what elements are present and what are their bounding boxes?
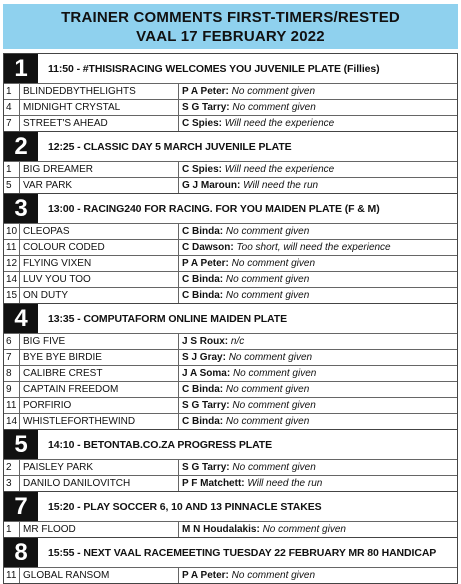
comment-text: No comment given — [225, 416, 310, 427]
entry-row — [4, 413, 457, 429]
trainer-name: M N Houdalakis: — [182, 524, 260, 535]
trainer-comment — [179, 476, 457, 491]
comment-text: No comment given — [232, 102, 316, 113]
trainer-name: C Spies: — [182, 164, 223, 175]
entry-row — [4, 333, 457, 349]
horse-name: PORFIRIO — [20, 398, 179, 413]
trainer-comment — [179, 366, 457, 381]
trainer-name: S G Tarry: — [182, 462, 230, 473]
trainer-name: S G Tarry: — [182, 102, 230, 113]
race-header — [4, 303, 457, 333]
race-title: 12:25 - CLASSIC DAY 5 MARCH JUVENILE PLATE — [48, 140, 292, 153]
comment-text: No comment given — [232, 368, 317, 379]
saddle-number: 5 — [4, 178, 20, 193]
race-number: 8 — [4, 538, 38, 567]
race-number: 5 — [4, 430, 38, 459]
comment-text: No comment given — [232, 400, 316, 411]
race-title: 13:00 - RACING240 FOR RACING. FOR YOU MAIDEN PLATE (F & M) — [48, 202, 380, 215]
comment-text: No comment given — [225, 226, 310, 237]
trainer-name: J A Soma: — [182, 368, 231, 379]
entry-row — [4, 381, 457, 397]
race-title: 14:10 - BETONTAB.CO.ZA PROGRESS PLATE — [48, 438, 273, 451]
entry-row — [4, 521, 457, 537]
trainer-comment — [179, 272, 457, 287]
trainer-name: C Binda: — [182, 416, 224, 427]
race-title: 15:20 - PLAY SOCCER 6, 10 AND 13 PINNACLE STAKES — [48, 500, 322, 513]
saddle-number: 14 — [4, 414, 20, 429]
saddle-number: 3 — [4, 476, 20, 491]
trainer-comment — [179, 84, 457, 99]
trainer-comment — [179, 460, 457, 475]
entry-row — [4, 349, 457, 365]
comment-text: No comment given — [231, 258, 316, 269]
trainer-comment — [179, 334, 457, 349]
horse-name: VAR PARK — [20, 178, 179, 193]
trainer-name: S J Gray: — [182, 352, 226, 363]
comment-text: No comment given — [231, 570, 316, 581]
race-header — [4, 429, 457, 459]
race-number: 1 — [4, 54, 38, 83]
trainer-comment — [179, 414, 457, 429]
race-header — [4, 491, 457, 521]
comment-text: Will need the experience — [224, 164, 335, 175]
page-header — [3, 4, 458, 49]
trainer-comment — [179, 568, 457, 583]
trainer-comment — [179, 382, 457, 397]
horse-name: CLEOPAS — [20, 224, 179, 239]
trainer-comment — [179, 350, 457, 365]
horse-name: BIG FIVE — [20, 334, 179, 349]
trainer-name: C Binda: — [182, 384, 224, 395]
trainer-name: C Binda: — [182, 274, 224, 285]
horse-name: MR FLOOD — [20, 522, 179, 537]
horse-name: WHISTLEFORTHEWIND — [20, 414, 179, 429]
trainer-name: S G Tarry: — [182, 400, 230, 411]
header-title: TRAINER COMMENTS FIRST-TIMERS/RESTED — [61, 9, 400, 26]
comment-text: No comment given — [232, 462, 316, 473]
entry-row — [4, 287, 457, 303]
saddle-number: 2 — [4, 460, 20, 475]
comment-text: n/c — [230, 336, 245, 347]
horse-name: MIDNIGHT CRYSTAL — [20, 100, 179, 115]
trainer-comment — [179, 178, 457, 193]
horse-name: DANILO DANILOVITCH — [20, 476, 179, 491]
saddle-number: 7 — [4, 116, 20, 131]
saddle-number: 14 — [4, 272, 20, 287]
saddle-number: 1 — [4, 522, 20, 537]
trainer-name: P A Peter: — [182, 258, 229, 269]
saddle-number: 12 — [4, 256, 20, 271]
race-title: 15:55 - NEXT VAAL RACEMEETING TUESDAY 22 FEBRUARY MR 80 HANDICAP — [48, 546, 437, 559]
comments-table — [3, 53, 458, 584]
horse-name: STREET'S AHEAD — [20, 116, 179, 131]
trainer-name: P A Peter: — [182, 570, 229, 581]
saddle-number: 6 — [4, 334, 20, 349]
saddle-number: 8 — [4, 366, 20, 381]
trainer-name: J S Roux: — [182, 336, 229, 347]
race-header — [4, 54, 457, 83]
horse-name: FLYING VIXEN — [20, 256, 179, 271]
horse-name: CAPTAIN FREEDOM — [20, 382, 179, 397]
trainer-comment — [179, 162, 457, 177]
race-header — [4, 131, 457, 161]
entry-row — [4, 255, 457, 271]
entry-row — [4, 475, 457, 491]
race-number: 2 — [4, 132, 38, 161]
trainer-name: C Spies: — [182, 118, 223, 129]
trainer-name: P F Matchett: — [182, 478, 245, 489]
horse-name: BLINDEDBYTHELIGHTS — [20, 84, 179, 99]
trainer-comment — [179, 224, 457, 239]
saddle-number: 9 — [4, 382, 20, 397]
entry-row — [4, 115, 457, 131]
saddle-number: 1 — [4, 84, 20, 99]
saddle-number: 11 — [4, 398, 20, 413]
comment-text: No comment given — [225, 384, 310, 395]
trainer-name: C Binda: — [182, 290, 224, 301]
race-header — [4, 537, 457, 567]
comment-text: Too short, will need the experience — [236, 242, 391, 253]
entry-row — [4, 567, 457, 583]
horse-name: LUV YOU TOO — [20, 272, 179, 287]
race-title: 13:35 - COMPUTAFORM ONLINE MAIDEN PLATE — [48, 312, 287, 325]
entry-row — [4, 459, 457, 475]
horse-name: ON DUTY — [20, 288, 179, 303]
race-header — [4, 193, 457, 223]
entry-row — [4, 365, 457, 381]
comment-text: No comment given — [225, 290, 310, 301]
comment-text: Will need the experience — [224, 118, 335, 129]
entry-row — [4, 239, 457, 255]
comment-text: No comment given — [225, 274, 310, 285]
race-number: 7 — [4, 492, 38, 521]
trainer-name: P A Peter: — [182, 86, 229, 97]
header-subtitle: VAAL 17 FEBRUARY 2022 — [136, 28, 325, 45]
trainer-comment — [179, 256, 457, 271]
trainer-comment — [179, 116, 457, 131]
saddle-number: 7 — [4, 350, 20, 365]
race-title: 11:50 - #THISISRACING WELCOMES YOU JUVENILE PLATE (Fillies) — [48, 62, 380, 75]
trainer-comment — [179, 100, 457, 115]
race-number: 4 — [4, 304, 38, 333]
entry-row — [4, 99, 457, 115]
comment-text: No comment given — [228, 352, 313, 363]
entry-row — [4, 397, 457, 413]
comment-text: Will need the run — [243, 180, 319, 191]
horse-name: PAISLEY PARK — [20, 460, 179, 475]
saddle-number: 15 — [4, 288, 20, 303]
trainer-comment — [179, 522, 457, 537]
trainer-name: C Binda: — [182, 226, 224, 237]
entry-row — [4, 161, 457, 177]
saddle-number: 11 — [4, 240, 20, 255]
trainer-comment — [179, 288, 457, 303]
saddle-number: 1 — [4, 162, 20, 177]
race-number: 3 — [4, 194, 38, 223]
entry-row — [4, 83, 457, 99]
entry-row — [4, 223, 457, 239]
horse-name: COLOUR CODED — [20, 240, 179, 255]
trainer-name: G J Maroun: — [182, 180, 241, 191]
horse-name: GLOBAL RANSOM — [20, 568, 179, 583]
trainer-comment — [179, 240, 457, 255]
comment-text: Will need the run — [247, 478, 323, 489]
saddle-number: 11 — [4, 568, 20, 583]
saddle-number: 10 — [4, 224, 20, 239]
horse-name: CALIBRE CREST — [20, 366, 179, 381]
entry-row — [4, 271, 457, 287]
trainer-comment — [179, 398, 457, 413]
horse-name: BIG DREAMER — [20, 162, 179, 177]
horse-name: BYE BYE BIRDIE — [20, 350, 179, 365]
saddle-number: 4 — [4, 100, 20, 115]
trainer-name: C Dawson: — [182, 242, 234, 253]
comment-text: No comment given — [262, 524, 346, 535]
comment-text: No comment given — [231, 86, 316, 97]
entry-row — [4, 177, 457, 193]
